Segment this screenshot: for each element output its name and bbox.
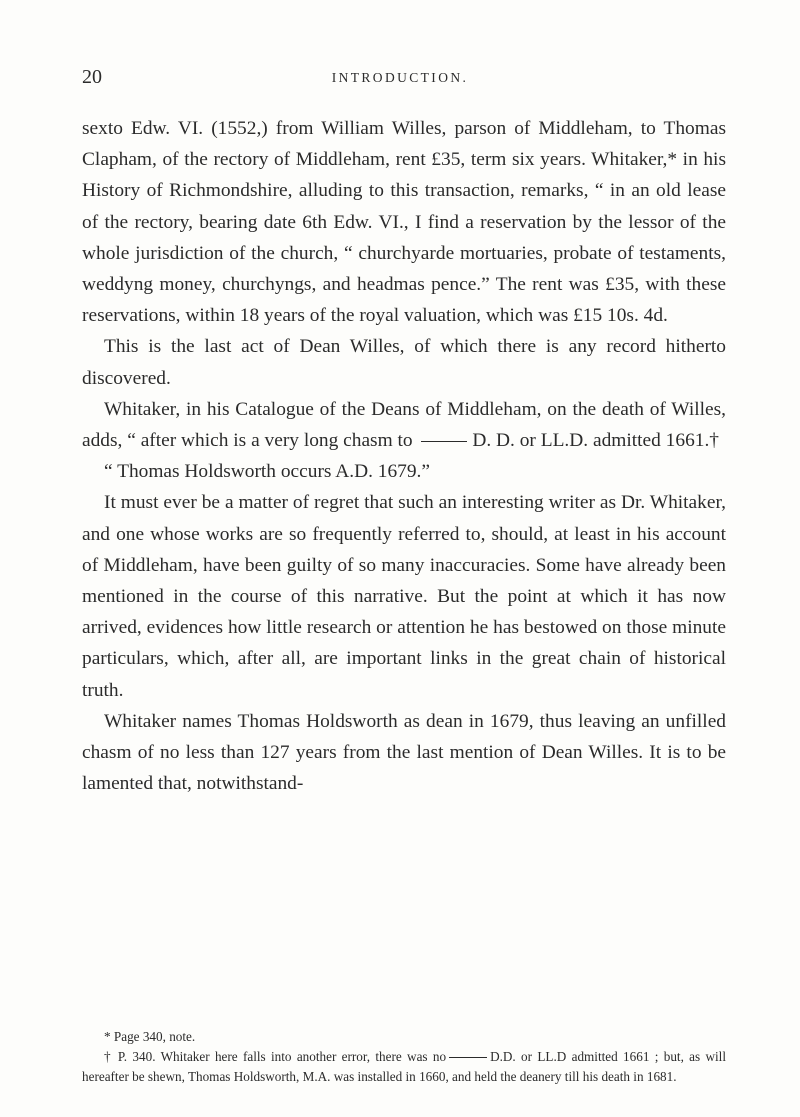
- quotation: “ Thomas Holdsworth occurs A.D. 1679.”: [104, 461, 431, 483]
- body-text: [82, 113, 726, 799]
- paragraph: This is the last act of Dean Willes, of which there is any record hitherto discovered.: [82, 336, 726, 389]
- paragraph: It must ever be a matter of regret that such an interesting writer as Dr. Whitaker, and one whose works are so frequently referred to, should, at least in his account of Middleham, have been guilty of so many inaccuracies. Some have already been mentioned in the course of this narrative. But the point at which it has now arrived, evidences how little research or attention he has bestowed on those minute particulars, which, after all, are important links in the great chain of historical truth.: [82, 492, 726, 701]
- paragraph: Whitaker names Thomas Holdsworth as dean in 1679, thus leaving an unfilled chasm of no less than 127 years from the last mention of Dean Willes. It is to be lamented that, notwithstand-: [82, 710, 726, 795]
- running-head: INTRODUCTION.: [331, 70, 469, 85]
- paragraph-text: D. D. or LL.D. admitted 1661.†: [472, 430, 719, 452]
- footnote: * Page 340, note.: [104, 1029, 196, 1044]
- paragraph-text: Whitaker, in his Catalogue of the Deans of Middleham, on the death of Willes, adds, “ after which is a very long chasm to: [82, 398, 726, 452]
- paragraph: sexto Edw. VI. (1552,) from William Willes, parson of Middleham, to Thomas Clapham, of the rectory of Middleham, rent £35, term six years. Whitaker,* in his History of Richmondshire, alluding to this transaction, remarks, “ in an old lease of the rectory, bearing date 6th Edw. VI., I find a reservation by the lessor of the whole jurisdiction of the church, “ churchyarde mortuaries, probate of testaments, weddyng money, churchyngs, and headmas pence.” The rent was £35, with these reservations, within 18 years of the royal valuation, which was £15 10s. 4d.: [82, 118, 726, 327]
- page-header: [0, 66, 800, 96]
- dash-rule: [449, 1057, 487, 1058]
- footnote: [82, 1047, 726, 1087]
- page-number: 20: [82, 66, 102, 88]
- footnote-text: D.D. or LL.D admitted 1661 ; but, as will hereafter be shewn, Thomas Holdsworth, M.A. was installed in 1660, and held the deanery till his death in 1681.: [82, 1049, 727, 1084]
- footnote-text: † P. 340. Whitaker here falls into another error, there was no: [104, 1049, 447, 1064]
- paragraph: [82, 394, 726, 456]
- dash-rule: [421, 441, 467, 442]
- footnotes: [82, 1027, 726, 1087]
